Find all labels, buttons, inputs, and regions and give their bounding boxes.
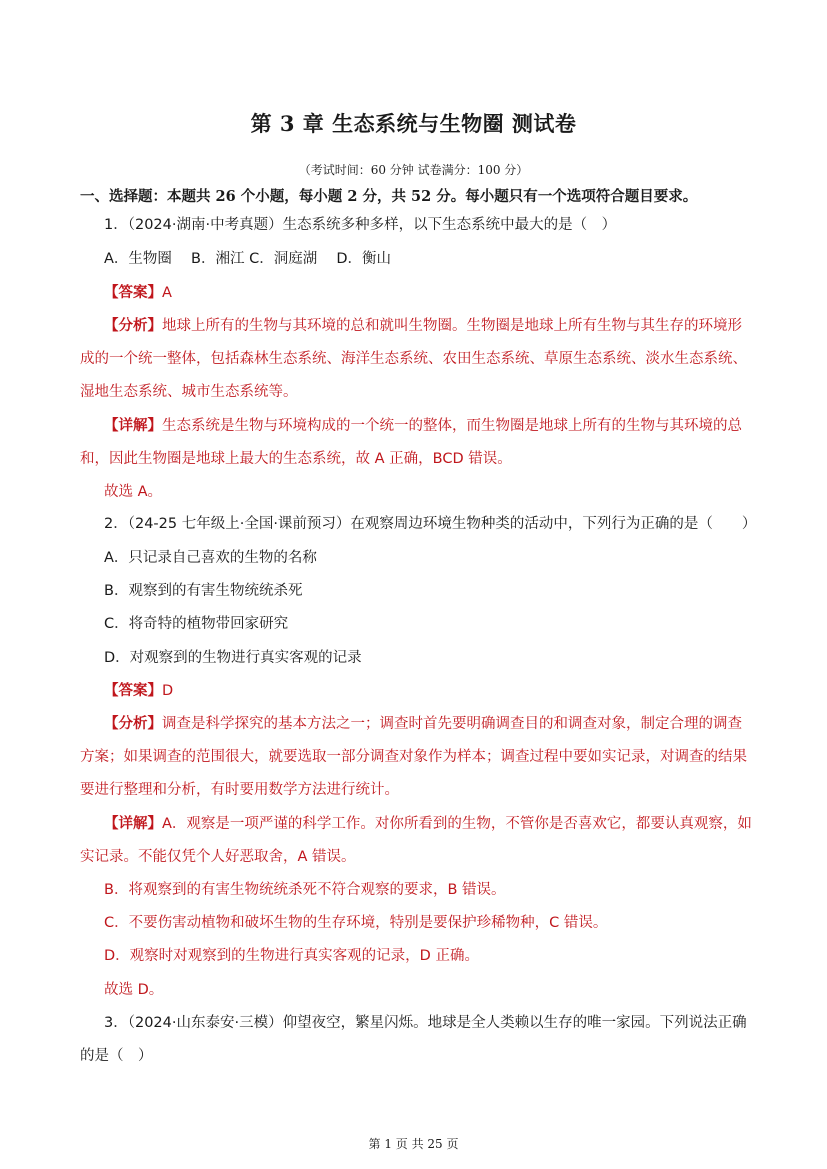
question-2-stem: 2．（24-25 七年级上·全国·课前预习）在观察周边环境生物种类的活动中，下列行为正确的是（ ） bbox=[104, 516, 757, 532]
analysis-tag: 【分析】 bbox=[104, 318, 162, 334]
exam-info: （考试时间：60 分钟 试卷满分：100 分） bbox=[298, 163, 529, 177]
question-1-analysis-line bbox=[104, 316, 742, 336]
question-2-option-a: A．只记录自己喜欢的生物的名称 bbox=[104, 550, 317, 566]
question-2-detail-d: D．观察时对观察到的生物进行真实客观的记录，D 正确。 bbox=[104, 948, 479, 964]
answer-value: D bbox=[162, 683, 174, 699]
question-2-option-c: C．将奇特的植物带回家研究 bbox=[104, 616, 289, 632]
question-2-option-d: D．对观察到的生物进行真实客观的记录 bbox=[104, 650, 362, 666]
page-footer: 第 1 页 共 25 页 bbox=[368, 1137, 459, 1151]
question-2-detail-c: C．不要伤害动植物和破坏生物的生存环境，特别是要保护珍稀物种，C 错误。 bbox=[104, 915, 608, 931]
question-3-stem: 3．（2024·山东泰安·三模）仰望夜空，繁星闪烁。地球是全人类赖以生存的唯一家园。下列说法正确 bbox=[104, 1015, 747, 1031]
question-1-analysis-line: 成的一个统一整体，包括森林生态系统、海洋生态系统、农田生态系统、草原生态系统、淡水生态系统、 bbox=[80, 351, 747, 367]
answer-value: A bbox=[162, 285, 172, 301]
question-1-detail-line: 和，因此生物圈是地球上最大的生态系统，故 A 正确，BCD 错误。 bbox=[80, 451, 512, 467]
page-title: 第 3 章 生态系统与生物圈 测试卷 bbox=[250, 111, 577, 136]
question-2-detail-line: 实记录。不能仅凭个人好恶取舍，A 错误。 bbox=[80, 849, 356, 865]
question-2-analysis-line: 要进行整理和分析，有时要用数学方法进行统计。 bbox=[80, 782, 399, 798]
question-1-options: A．生物圈 B．湘江 C．洞庭湖 D．衡山 bbox=[104, 251, 391, 267]
question-1-detail-line bbox=[104, 416, 742, 436]
section-heading: 一、选择题：本题共 26 个小题，每小题 2 分，共 52 分。每小题只有一个选项符合题目要求。 bbox=[80, 188, 698, 205]
question-2-answer bbox=[104, 681, 173, 701]
question-2-analysis-line bbox=[104, 714, 742, 734]
detail-tag: 【详解】 bbox=[104, 418, 162, 434]
answer-tag: 【答案】 bbox=[104, 683, 162, 699]
question-1-analysis-line: 湿地生态系统、城市生态系统等。 bbox=[80, 384, 298, 400]
analysis-tag: 【分析】 bbox=[104, 716, 162, 732]
question-3-stem-continued: 的是（ ） bbox=[80, 1048, 153, 1064]
analysis-text: 地球上所有的生物与其环境的总和就叫生物圈。生物圈是地球上所有生物与其生存的环境形 bbox=[162, 318, 742, 334]
question-1-answer bbox=[104, 283, 172, 303]
detail-text: A．观察是一项严谨的科学工作。对你所看到的生物，不管你是否喜欢它，都要认真观察，如 bbox=[162, 816, 752, 832]
detail-text: 生态系统是生物与环境构成的一个统一的整体，而生物圈是地球上所有的生物与其环境的总 bbox=[162, 418, 742, 434]
question-2-conclusion: 故选 D。 bbox=[104, 982, 164, 998]
analysis-text: 调查是科学探究的基本方法之一；调查时首先要明确调查目的和调查对象，制定合理的调查 bbox=[162, 716, 742, 732]
question-2-detail-line bbox=[104, 814, 752, 834]
detail-tag: 【详解】 bbox=[104, 816, 162, 832]
question-1-conclusion: 故选 A。 bbox=[104, 484, 163, 500]
question-1-stem: 1．（2024·湖南·中考真题）生态系统多种多样，以下生态系统中最大的是（ ） bbox=[104, 217, 617, 233]
answer-tag: 【答案】 bbox=[104, 285, 162, 301]
question-2-analysis-line: 方案；如果调查的范围很大，就要选取一部分调查对象作为样本；调查过程中要如实记录，对调查的结果 bbox=[80, 749, 747, 765]
question-2-detail-b: B．将观察到的有害生物统统杀死不符合观察的要求，B 错误。 bbox=[104, 882, 506, 898]
question-2-option-b: B．观察到的有害生物统统杀死 bbox=[104, 583, 303, 599]
